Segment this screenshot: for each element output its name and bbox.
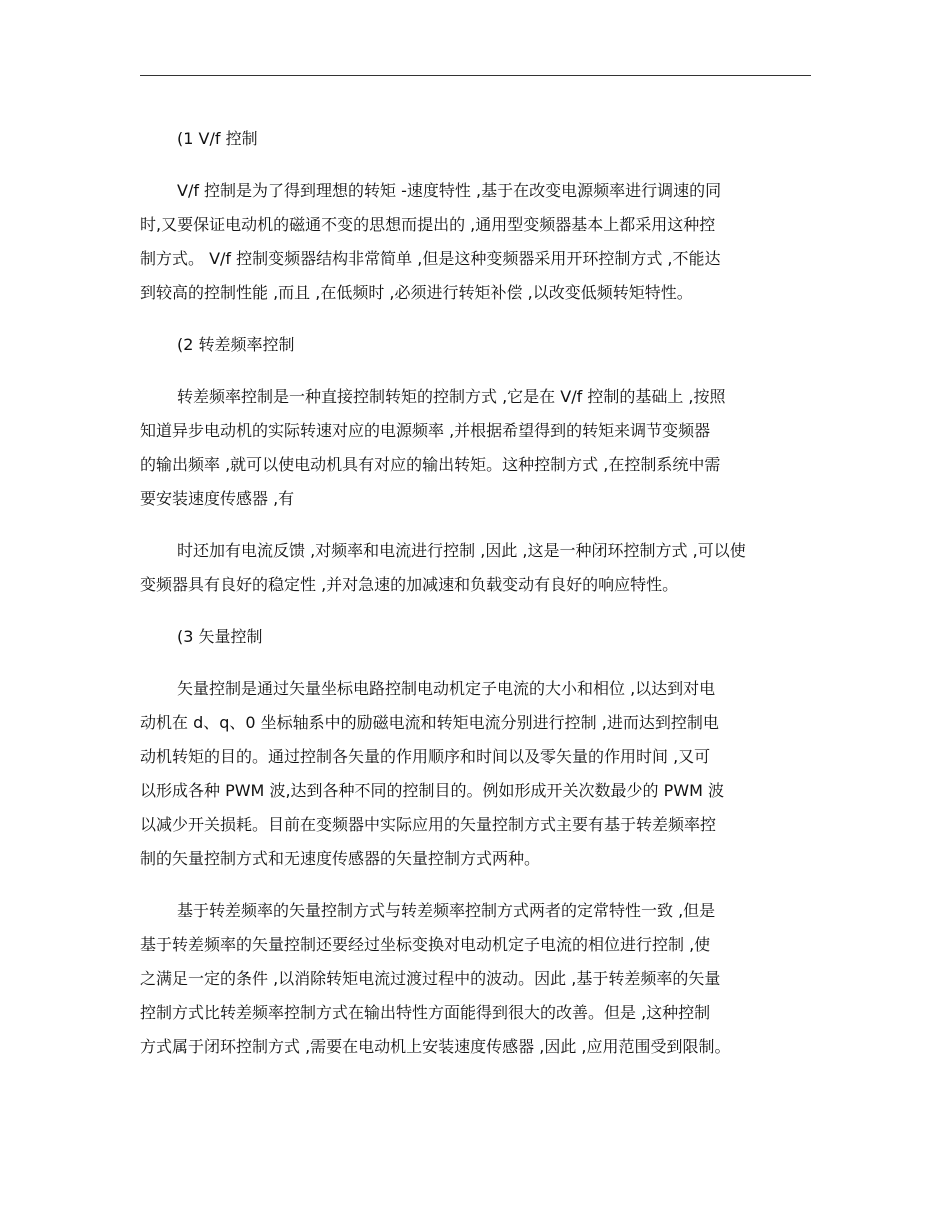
header-rule <box>140 75 811 76</box>
text-line: 基于转差频率的矢量控制还要经过坐标变换对电动机定子电流的相位进行控制 ,使 <box>140 935 711 954</box>
text-line: 以减少开关损耗。目前在变频器中实际应用的矢量控制方式主要有基于转差频率控 <box>140 815 717 834</box>
paragraph-vf-control <box>140 174 811 310</box>
text-line: 知道异步电动机的实际转速对应的电源频率 ,并根据希望得到的转矩来调节变频器 <box>140 421 711 440</box>
paragraph-slip-frequency-control-2 <box>140 534 811 602</box>
text-line: 时还加有电流反馈 ,对频率和电流进行控制 ,因此 ,这是一种闭环控制方式 ,可以使 <box>177 541 746 560</box>
text-line: V/f 控制是为了得到理想的转矩 -速度特性 ,基于在改变电源频率进行调速的同 <box>177 181 722 200</box>
text-line: 到较高的控制性能 ,而且 ,在低频时 ,必须进行转矩补偿 ,以改变低频转矩特性。 <box>140 283 693 302</box>
text-line: 动机转矩的目的。通过控制各矢量的作用顺序和时间以及零矢量的作用时间 ,又可 <box>140 747 711 766</box>
section-heading-vector-control: (3 矢量控制 <box>177 627 263 646</box>
text-line: 控制方式比转差频率控制方式在输出特性方面能得到很大的改善。但是 ,这种控制 <box>140 1003 711 1022</box>
text-line: 之满足一定的条件 ,以消除转矩电流过渡过程中的波动。因此 ,基于转差频率的矢量 <box>140 969 721 988</box>
text-line: 的输出频率 ,就可以使电动机具有对应的输出转矩。这种控制方式 ,在控制系统中需 <box>140 455 721 474</box>
paragraph-vector-control-2 <box>140 894 811 1064</box>
text-line: 制方式。 V/f 控制变频器结构非常简单 ,但是这种变频器采用开环控制方式 ,不能达 <box>140 249 721 268</box>
section-heading-slip-frequency-control: (2 转差频率控制 <box>177 335 295 354</box>
text-line: 要安装速度传感器 ,有 <box>140 489 295 508</box>
paragraph-vector-control-1 <box>140 672 811 876</box>
text-line: 矢量控制是通过矢量坐标电路控制电动机定子电流的大小和相位 ,以达到对电 <box>177 679 716 698</box>
text-line: 以形成各种 PWM 波,达到各种不同的控制目的。例如形成开关次数最少的 PWM 波 <box>140 781 724 800</box>
text-line: 变频器具有良好的稳定性 ,并对急速的加减速和负载变动有良好的响应特性。 <box>140 575 679 594</box>
document-body <box>140 122 811 1082</box>
section-heading-vf-control: (1 V/f 控制 <box>177 129 258 148</box>
text-line: 基于转差频率的矢量控制方式与转差频率控制方式两者的定常特性一致 ,但是 <box>177 901 716 920</box>
text-line: 时,又要保证电动机的磁通不变的思想而提出的 ,通用型变频器基本上都采用这种控 <box>140 215 716 234</box>
text-line: 转差频率控制是一种直接控制转矩的控制方式 ,它是在 V/f 控制的基础上 ,按照 <box>177 387 726 406</box>
text-line: 制的矢量控制方式和无速度传感器的矢量控制方式两种。 <box>140 849 541 868</box>
paragraph-slip-frequency-control-1 <box>140 380 811 516</box>
text-line: 方式属于闭环控制方式 ,需要在电动机上安装速度传感器 ,因此 ,应用范围受到限制。 <box>140 1037 731 1056</box>
text-line: 动机在 d、q、0 坐标轴系中的励磁电流和转矩电流分别进行控制 ,进而达到控制电 <box>140 713 719 732</box>
